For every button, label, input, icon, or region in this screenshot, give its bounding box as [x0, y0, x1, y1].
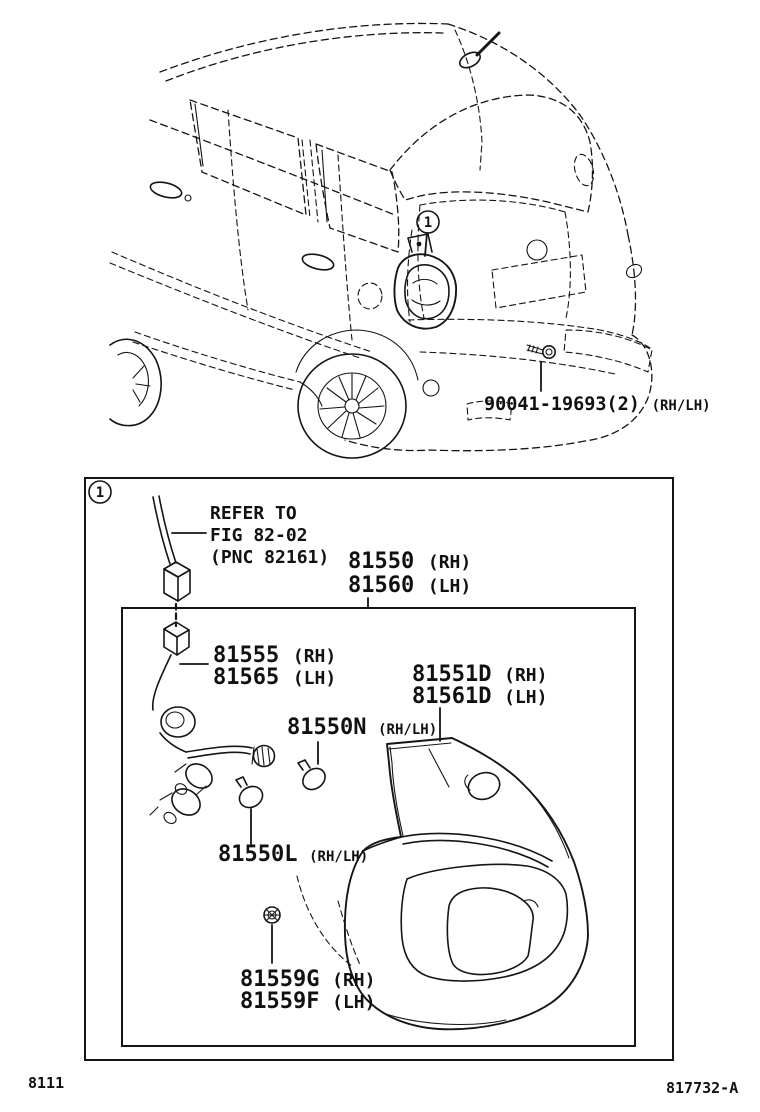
clip-screw-icon	[264, 907, 280, 923]
lamp-lens-ridge	[401, 864, 567, 981]
car-lower-sill	[133, 332, 300, 390]
harness-socket-right	[252, 746, 275, 767]
svg-text:81550 (RH): 81550 (RH)	[348, 549, 472, 574]
lamp-bracket-hatch	[429, 749, 449, 787]
car-fuel-door	[358, 283, 382, 309]
clip-install-dashes	[297, 876, 361, 967]
vehicle-harness-wire	[153, 496, 190, 626]
socket-wire-harness	[153, 655, 171, 710]
car-right-body-edge	[628, 235, 635, 335]
car-license-recess	[492, 255, 586, 308]
harness-grommet	[161, 707, 195, 737]
car-tailgate-sides	[418, 205, 570, 318]
svg-text:81560 (LH): 81560 (LH)	[348, 573, 472, 598]
svg-text:81559G (RH): 81559G (RH)	[240, 967, 376, 992]
car-roofline	[160, 23, 448, 81]
label-bolt: 90041-19693(2) (RH/LH)	[484, 394, 711, 415]
vehicle-harness-connector	[164, 562, 190, 601]
svg-text:81555 (RH): 81555 (RH)	[213, 643, 337, 668]
lamp-lens-inner	[447, 888, 533, 975]
car-rear-glass	[390, 95, 592, 212]
car-bumper-crease	[408, 319, 650, 348]
harness-wire-arm	[186, 746, 252, 758]
car-door-handle-rear	[301, 251, 335, 272]
car-parking-sensor	[423, 380, 439, 396]
svg-text:81561D (LH): 81561D (LH)	[412, 684, 548, 709]
car-tailgate-top	[420, 200, 565, 212]
car-door-seam-rear	[338, 155, 352, 340]
callout-1-box-number: 1	[95, 485, 105, 501]
label-clip	[240, 967, 375, 1014]
callout-1-top	[417, 211, 439, 256]
label-lamp-assy	[348, 549, 471, 608]
car-bumper-corner	[585, 335, 652, 441]
refer-line3: (PNC 82161)	[210, 547, 330, 568]
harness-socket-cluster	[150, 759, 217, 826]
lamp-right-inner-line	[521, 782, 569, 858]
svg-text:81565 (LH): 81565 (LH)	[213, 665, 337, 690]
lamp-bottom-strip	[383, 1013, 506, 1024]
label-bulb-upper: 81550N (RH/LH)	[287, 715, 438, 740]
car-front-wheel	[110, 339, 161, 425]
svg-text:81559F (LH): 81559F (LH)	[240, 989, 376, 1014]
car-emblem	[527, 240, 547, 260]
bulb-81550l-icon	[236, 777, 267, 812]
car-pillar-seam	[455, 30, 482, 170]
car-rear-pillar	[448, 24, 628, 235]
bulb-81550n-icon	[298, 760, 329, 794]
lamp-mount-hole	[465, 768, 504, 803]
refer-line1: REFER TO	[210, 503, 297, 524]
label-socket-wire	[213, 643, 336, 690]
car-pillar-garnish	[571, 152, 597, 188]
callout-1-top-number: 1	[423, 215, 433, 231]
car-rear-line-art	[110, 23, 711, 458]
figure-number: 8111	[28, 1074, 65, 1092]
refer-line2: FIG 82-02	[210, 525, 308, 546]
label-refer	[210, 503, 329, 568]
svg-text:81551D (RH): 81551D (RH)	[412, 662, 548, 687]
car-bumper-lower-line	[420, 352, 615, 374]
bolt-icon	[527, 345, 555, 358]
car-door-handle-front	[149, 179, 191, 201]
document-number: 817732-A	[666, 1079, 739, 1097]
car-bumper-step	[564, 330, 652, 372]
lamp-assembly-drawing	[345, 738, 588, 1029]
lamp-outline	[345, 738, 588, 1029]
label-bulb-lower: 81550L (RH/LH)	[218, 842, 369, 867]
callout-1-box	[89, 481, 111, 503]
car-door-seam-front	[228, 110, 248, 310]
car-side-windows	[190, 100, 399, 252]
callout-1-top-leader	[425, 233, 427, 256]
